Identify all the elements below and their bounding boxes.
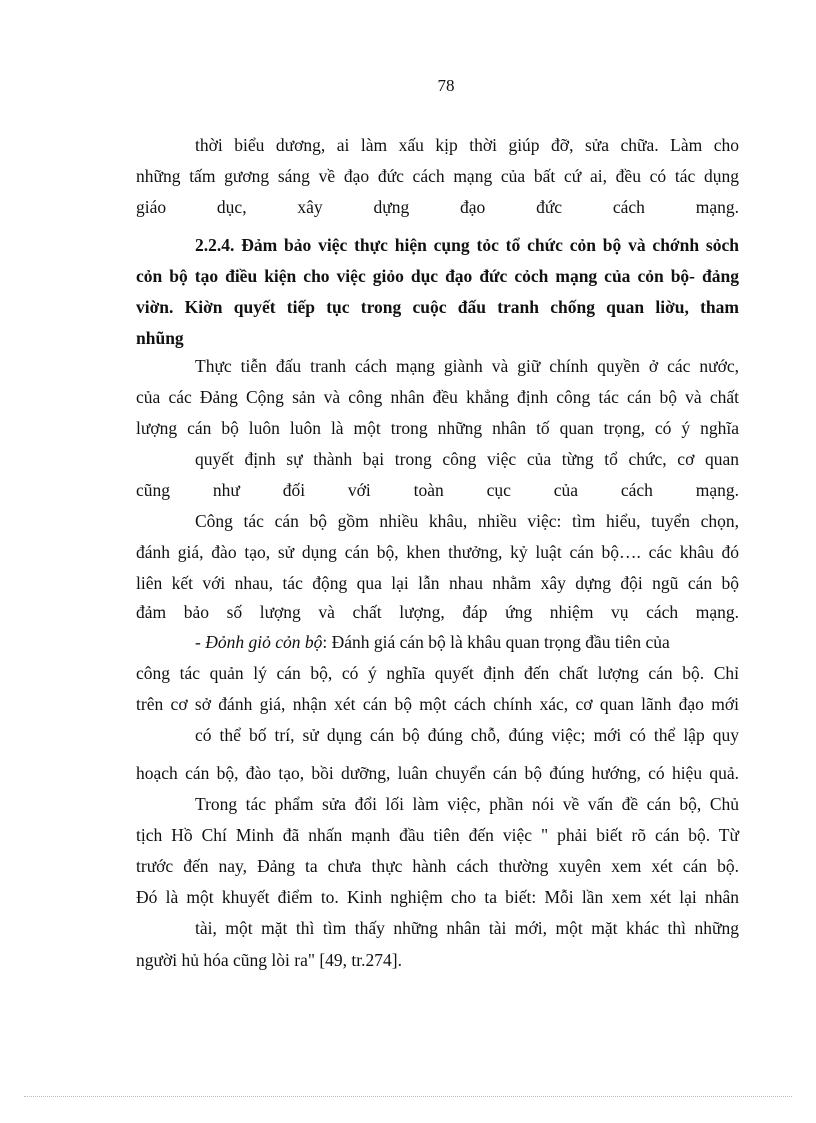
text-line: người hủ hóa cũng lòi ra" [49, tr.274]. <box>136 950 402 970</box>
text-line-continuation: : Đánh giá cán bộ là khâu quan trọng đầu tiên của <box>322 632 670 652</box>
text-line: quyết định sự thành bại trong công việc của từng tổ chức, cơ quan <box>195 449 739 469</box>
section-heading-line: cỏn bộ tạo điều kiện cho việc giỏo dục đạo đức cỏch mạng của cỏn bộ- đảng <box>136 266 739 286</box>
text-line: trên cơ sở đánh giá, nhận xét cán bộ một cách chính xác, cơ quan lãnh đạo mới <box>136 694 739 714</box>
text-line: công tác quản lý cán bộ, có ý nghĩa quyết định đến chất lượng cán bộ. Chỉ <box>136 663 739 683</box>
text-line: đảm bảo số lượng và chất lượng, đáp ứng nhiệm vụ cách mạng. <box>136 602 739 622</box>
italic-lead-term: - Đỏnh giỏ cỏn bộ <box>195 632 323 652</box>
text-line <box>195 631 739 653</box>
text-line: giáo dục, xây dựng đạo đức cách mạng. <box>136 197 739 217</box>
section-heading-line: 2.2.4. Đảm bảo việc thực hiện cụng tỏc tổ chức cỏn bộ và chớnh sỏch <box>195 235 739 255</box>
section-heading-line: viờn. Kiờn quyết tiếp tục trong cuộc đấu tranh chống quan liờu, tham <box>136 297 739 317</box>
text-line: những tấm gương sáng về đạo đức cách mạng của bất cứ ai, đều có tác dụng <box>136 166 739 186</box>
text-line: cũng như đối với toàn cục của cách mạng. <box>136 480 739 500</box>
text-line: tịch Hồ Chí Minh đã nhấn mạnh đầu tiên đến việc " phải biết rõ cán bộ. Từ <box>136 825 739 845</box>
text-line: của các Đảng Cộng sản và công nhân đều khẳng định công tác cán bộ và chất <box>136 387 739 407</box>
text-line: thời biểu dương, ai làm xấu kịp thời giúp đỡ, sửa chữa. Làm cho <box>195 135 739 155</box>
section-heading-line: nhũng <box>136 328 184 348</box>
text-line: Đó là một khuyết điểm to. Kinh nghiệm cho ta biết: Mỗi lần xem xét lại nhân <box>136 887 739 907</box>
text-line: liên kết với nhau, tác động qua lại lẫn nhau nhằm xây dựng đội ngũ cán bộ <box>136 573 739 593</box>
page-number: 78 <box>437 76 455 95</box>
text-line: hoạch cán bộ, đào tạo, bồi dưỡng, luân chuyển cán bộ đúng hướng, có hiệu quả. <box>136 763 739 783</box>
text-line: có thể bố trí, sử dụng cán bộ đúng chỗ, đúng việc; mới có thể lập quy <box>195 725 739 745</box>
text-line: lượng cán bộ luôn luôn là một trong những nhân tố quan trọng, có ý nghĩa <box>136 418 739 438</box>
text-line: Công tác cán bộ gồm nhiều khâu, nhiều việc: tìm hiểu, tuyển chọn, <box>195 511 739 531</box>
text-line: Thực tiễn đấu tranh cách mạng giành và giữ chính quyền ở các nước, <box>195 356 739 376</box>
text-line: trước đến nay, Đảng ta chưa thực hành cách thường xuyên xem xét cán bộ. <box>136 856 739 876</box>
text-line: tài, một mặt thì tìm thấy những nhân tài mới, một mặt khác thì những <box>195 918 739 938</box>
text-line: Trong tác phẩm sửa đổi lối làm việc, phần nói về vấn đề cán bộ, Chủ <box>195 794 739 814</box>
text-line: đánh giá, đào tạo, sử dụng cán bộ, khen thưởng, kỷ luật cán bộ…. các khâu đó <box>136 542 739 562</box>
footer-divider <box>24 1096 792 1097</box>
